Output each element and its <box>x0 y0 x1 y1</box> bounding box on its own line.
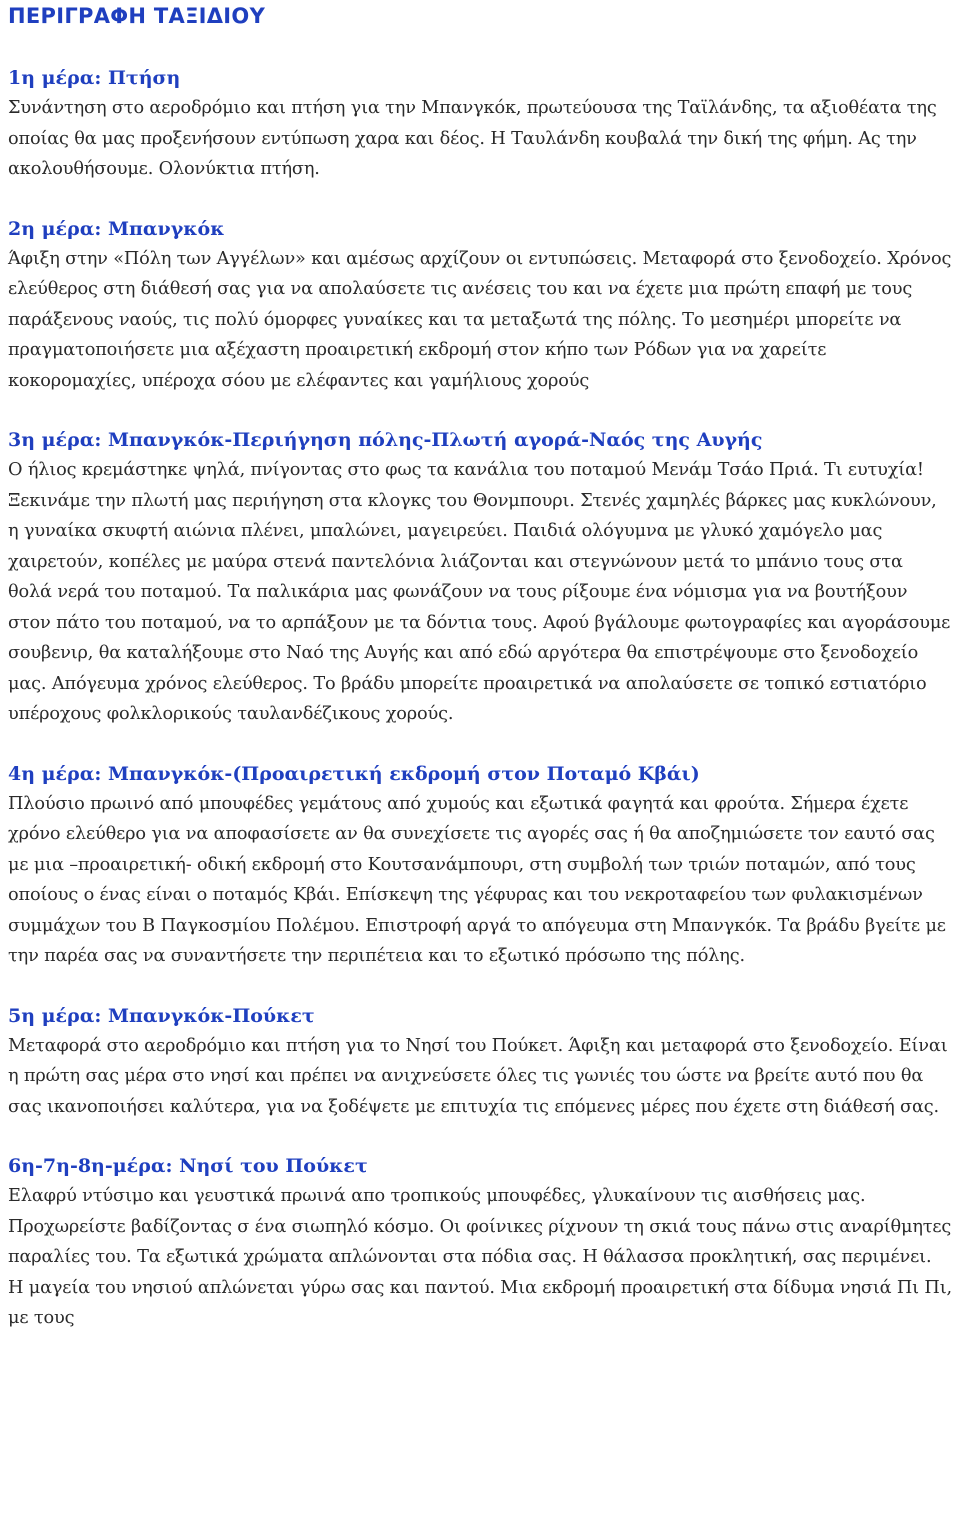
day-description: Πλούσιο πρωινό από μπουφέδες γεμάτους από χυμούς και εξωτικά φαγητά και φρούτα. Σήμερα έχετε χρόνο ελεύθερο για να αποφασίσετε αν θα συνεχίσετε τις αγορές σας ή θα αποζημιώσετε τον εαυτό σας με μια –προαιρετική- οδική εκδρομή στο Κουτσανάμπουρι, στη συμβολή των τριών ποταμών, από τους οποίους ο ένας είναι ο ποταμός Κβάι. Επίσκεψη της γέφυρας και του νεκροταφείου των φυλακισμένων συμμάχων του Β Παγκοσμίου Πολέμου. Επιστροφή αργά το απόγευμα στη Μπανγκόκ. Τα βράδυ βγείτε με την παρέα σας να συναντήσετε την περιπέτεια και το εξωτικό πρόσωπο της πόλης. <box>8 793 946 966</box>
day-heading: 4η μέρα: Μπανγκόκ-(Προαιρετική εκδρομή στον Ποταμό Κβάι) <box>8 762 700 785</box>
document-title: ΠΕΡΙΓΡΑΦΗ ΤΑΞΙΔΙΟΥ <box>8 4 266 28</box>
day-section-3 <box>8 425 952 730</box>
day-description: Ελαφρύ ντύσιμο και γευστικά πρωινά απο τροπικούς μπουφέδες, γλυκαίνουν τις αισθήσεις μας. Προχωρείστε βαδίζοντας σ ένα σιωπηλό κόσμο. Οι φοίνικες ρίχνουν τη σκιά τους πάνω στις αναρίθμητες παραλίες του. Τα εξωτικά χρώματα απλώνονται στα πόδια σας. Η θάλασσα προκλητική, σας περιμένει. Η μαγεία του νησιού απλώνεται γύρω σας και παντού. Μια εκδρομή προαιρετική στα δίδυμα νησιά Πι Πι, με τους <box>8 1186 952 1328</box>
day-description: Συνάντηση στο αεροδρόμιο και πτήση για την Μπανγκόκ, πρωτεύουσα της Ταϊλάνδης, τα αξιοθέατα της οποίας θα μας προξενήσουν εντύπωση χαρα και δέος. Η Ταυλάνδη κουβαλά την δική της φήμη. Ας την ακολουθήσουμε. Ολονύκτια πτήση. <box>8 98 937 179</box>
day-heading: 3η μέρα: Μπανγκόκ-Περιήγηση πόλης-Πλωτή αγορά-Ναός της Αυγής <box>8 429 763 451</box>
day-description: Μεταφορά στο αεροδρόμιο και πτήση για το Νησί του Πούκετ. Άφιξη και μεταφορά στο ξενοδοχείο. Είναι η πρώτη σας μέρα στο νησί και πρέπει να ανιχνεύσετε όλες τις γωνιές του ώστε να βρείτε αυτό που θα σας ικανοποιήσει καλύτερα, για να ξοδέψετε με επιτυχία τις επόμενες μέρες που έχετε στη διάθεσή σας. <box>8 1035 948 1117</box>
day-section-4 <box>8 759 952 972</box>
document-page <box>8 0 952 1334</box>
day-heading: 1η μέρα: Πτήση <box>8 67 181 89</box>
day-heading: 2η μέρα: Μπανγκόκ <box>8 217 225 240</box>
day-section-2 <box>8 214 952 397</box>
day-heading: 5η μέρα: Μπανγκόκ-Πούκετ <box>8 1004 315 1027</box>
day-description: Άφιξη στην «Πόλη των Αγγέλων» και αμέσως αρχίζουν οι εντυπώσεις. Μεταφορά στο ξενοδοχείο. Χρόνος ελεύθερος στη διάθεσή σας για να απολαύσετε τις ανέσεις του και να έχετε μια πρώτη επαφή με τους παράξενους ναούς, τις πολύ όμορφες γυναίκες και τα μεταξωτά της πόλης. Το μεσημέρι μπορείτε να πραγματοποιήσετε μια αξέχαστη προαιρετική εκδρομή στον κήπο των Ρόδων για να χαρείτε κοκορομαχίες, υπέροχα σόου με ελέφαντες και γαμήλιους χορούς <box>8 248 952 391</box>
day-description: Ο ήλιος κρεμάστηκε ψηλά, πνίγοντας στο φως τα κανάλια του ποταμού Μενάμ Τσάο Πριά. Τι ευτυχία! Ξεκινάμε την πλωτή μας περιήγηση στα κλογκς του Θονμπουρι. Στενές χαμηλές βάρκες μας κυκλώνουν, η γυναίκα σκυφτή αιώνια πλένει, μπαλώνει, μαγειρεύει. Παιδιά ολόγυμνα με γλυκό χαμόγελο μας χαιρετούν, κοπέλες με μαύρα στενά παντελόνια λιάζονται και στεγνώνουν μετά το μπάνιο τους στα θολά νερά του ποταμού. Τα παλικάρια μας φωνάζουν να τους ρίξουμε ένα νόμισμα για να βουτήξουν στον πάτο του ποταμού, να το αρπάξουν με τα δόντια τους. Αφού βγάλουμε φωτογραφίες και αγοράσουμε σουβενιρ, θα καταλήξουμε στο Ναό της Αυγής και από εδώ αργότερα θα επιστρέψουμε στο ξενοδοχείο μας. Απόγευμα χρόνος ελεύθερος. Το βράδυ μπορείτε προαιρετικά να απολαύσετε σε τοπικό εστιατόριο υπέροχους φολκλορικούς ταυλανδέζικους χορούς. <box>8 460 951 724</box>
day-heading: 6η-7η-8η-μέρα: Νησί του Πούκετ <box>8 1155 368 1177</box>
day-section-5 <box>8 1001 952 1123</box>
day-section-1 <box>8 63 952 185</box>
day-section-6 <box>8 1151 952 1334</box>
